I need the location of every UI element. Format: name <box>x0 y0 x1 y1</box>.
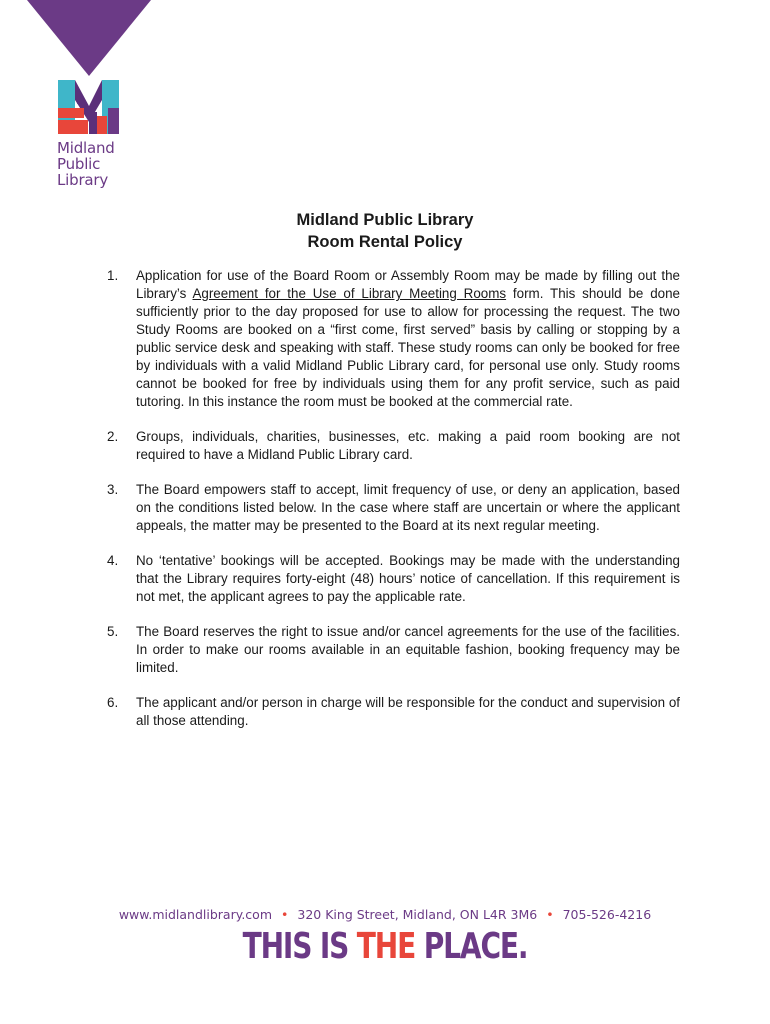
logo-line-2: Public <box>57 155 101 173</box>
footer-address: 320 King Street, Midland, ON L4R 3M6 <box>297 907 538 922</box>
policy-number: 2. <box>107 429 119 444</box>
policy-text: Groups, individuals, charities, businesses, etc. making a paid room booking are not required to have a Midland Public Library card. <box>136 429 680 462</box>
policy-item-6 <box>107 694 680 730</box>
policy-number: 5. <box>107 624 119 639</box>
policy-text: The Board reserves the right to issue and/or cancel agreements for the use of the facilities. In order to make our rooms available in an equitable fashion, booking frequency may be limited. <box>136 624 680 675</box>
policy-text: The applicant and/or person in charge will be responsible for the conduct and supervision of all those attending. <box>136 695 680 728</box>
policy-item-2 <box>107 428 680 464</box>
document-title: Midland Public Library <box>296 211 474 229</box>
footer-contact-line <box>0 907 770 922</box>
tagline-accent: THE <box>356 926 416 967</box>
policy-number: 4. <box>107 553 119 568</box>
policy-item-3 <box>107 481 680 535</box>
library-logo-wordmark <box>57 140 115 188</box>
policy-text: The Board empowers staff to accept, limit frequency of use, or deny an application, based on the conditions listed below. In the case where staff are uncertain or where the applicant appeals, the matter may be presented to the Board at its next regular meeting. <box>136 482 680 533</box>
policy-list <box>107 267 680 747</box>
policy-text: Application for use of the Board Room or Assembly Room may be made by filling out the Library’s <box>136 268 680 301</box>
policy-text: form. This should be done sufficiently prior to the day proposed for use to allow for processing the request. The two Study Rooms are booked on a “first come, first served” basis by calling or stopping by a public service desk and speaking with staff. These study rooms can only be booked for free by individuals with a valid Midland Public Library card, for personal use only. Study rooms cannot be booked for free by individuals using them for any profit service, such as paid tutoring. In this instance the room must be booked at the commercial rate. <box>136 286 680 409</box>
policy-text: No ‘tentative’ bookings will be accepted. Bookings may be made with the understanding that the Library requires forty-eight (48) hours’ notice of cancellation. If this requirement is not met, the applicant agrees to pay the applicable rate. <box>136 553 680 604</box>
policy-item-4 <box>107 552 680 606</box>
policy-item-5 <box>107 623 680 677</box>
footer-phone: 705-526-4216 <box>562 907 652 922</box>
policy-item-1 <box>107 267 680 411</box>
document-heading <box>0 209 770 253</box>
tagline-part-2: PLACE. <box>415 926 528 967</box>
logo-line-1: Midland <box>57 139 115 157</box>
logo-line-3: Library <box>57 171 109 189</box>
footer-separator-icon: • <box>281 907 289 922</box>
meeting-rooms-agreement-link[interactable]: Agreement for the Use of Library Meeting Rooms <box>192 286 507 301</box>
corner-triangle-decoration <box>27 0 151 76</box>
policy-number: 3. <box>107 482 119 497</box>
library-logo-icon <box>56 78 122 136</box>
footer-website-link[interactable]: www.midlandlibrary.com <box>118 907 273 922</box>
footer-tagline <box>85 926 686 967</box>
policy-number: 6. <box>107 695 119 710</box>
policy-number: 1. <box>107 268 119 283</box>
tagline-part-1: THIS IS <box>242 926 357 967</box>
footer-separator-icon: • <box>546 907 554 922</box>
document-subtitle: Room Rental Policy <box>307 233 463 251</box>
